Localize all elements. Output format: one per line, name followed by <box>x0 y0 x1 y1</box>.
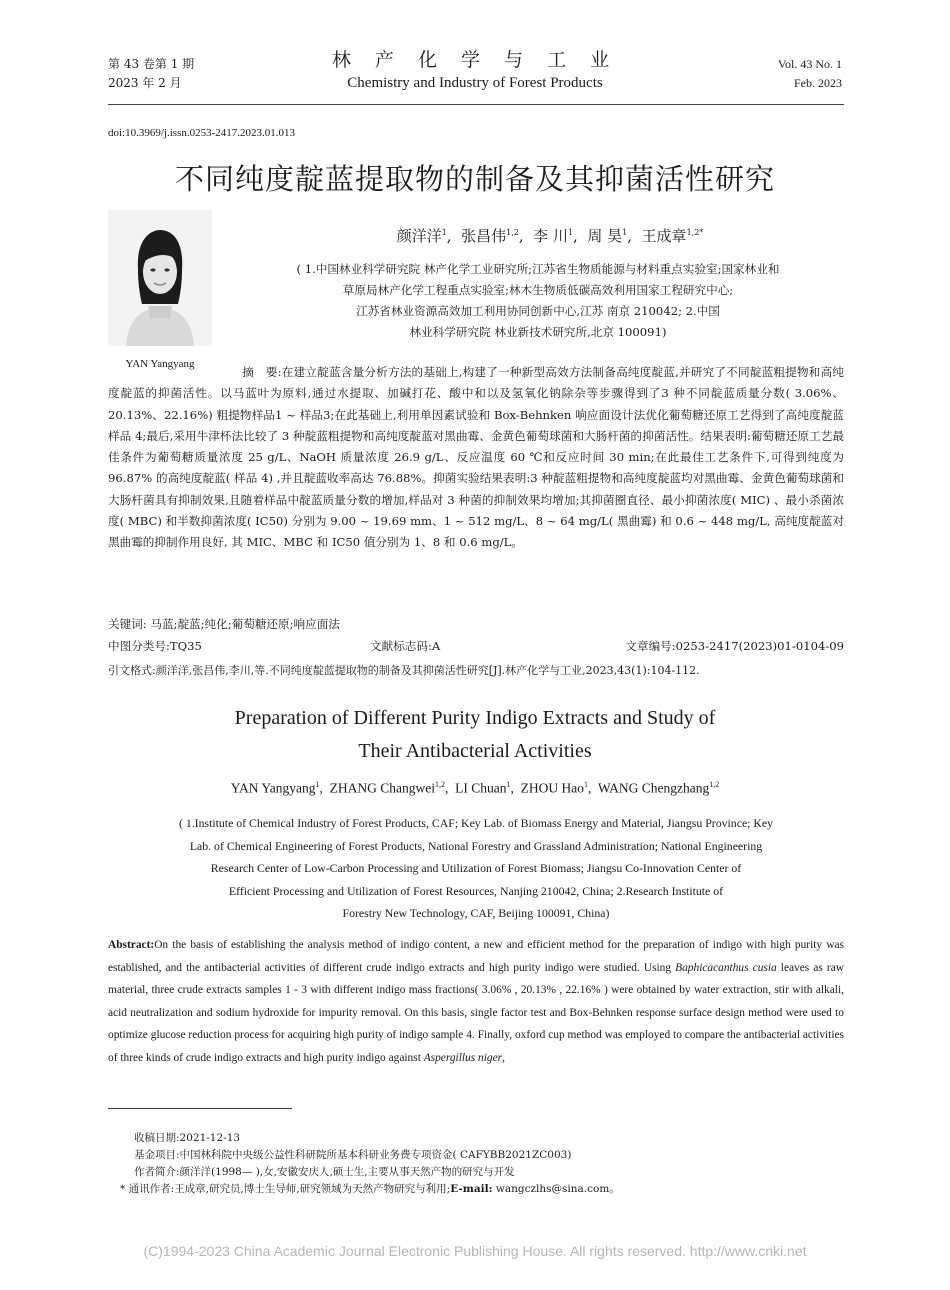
abstract-en-text: On the basis of establishing the analysis method of indigo content, a new and efficient method for the preparation of indigo with high purity was established, and the antibacterial activities of different crude indigo extracts and high purity indigo were studied. Using <box>108 939 844 974</box>
affiliation-line: 江苏省林业资源高效加工利用协同创新中心,江苏 南京 210042; 2.中国 <box>356 304 720 318</box>
author-en: ZHANG Changwei <box>329 780 435 796</box>
affiliations-en <box>108 812 844 925</box>
date-cn: 2023 年 2 月 <box>108 76 182 90</box>
issue-cn: 第 43 卷第 1 期 <box>108 57 195 71</box>
corresponding-author <box>108 1181 844 1198</box>
author-cn: 周 昊 <box>587 227 623 245</box>
abstract-en-text: leaves as raw material, three crude extracts samples 1 - 3 with different indigo mass fractions( 3.06% , 20.13% , 22.16% ) were obtained by water extraction, stir with alkali, acid neutralization and sodium hydroxide for impurity removal. On this basis, single factor test and Box-Behnken response surface design method were used to optimize glucose reduction process for acquiring high purity of indigo sample 4. Finally, oxford cup method was employed to compare the antibacterial activities of three kinds of crude indigo extracts and high purity indigo against <box>108 961 844 1064</box>
author-en: WANG Chengzhang <box>597 780 710 796</box>
affiliation-line: ( 1.Institute of Chemical Industry of Forest Products, CAF; Key Lab. of Biomass Energy and Material, Jiangsu Province; Key <box>178 816 774 830</box>
journal-title <box>290 48 660 94</box>
doi[interactable]: doi:10.3969/j.issn.0253-2417.2023.01.013 <box>108 127 296 139</box>
affiliation-line: 林业科学研究院 林业新技术研究所,北京 100091) <box>409 325 667 339</box>
title-en <box>120 702 830 768</box>
footnotes <box>108 1130 844 1198</box>
header-rule <box>108 104 844 105</box>
title-cn: 不同纯度靛蓝提取物的制备及其抑菌活性研究 <box>174 162 775 196</box>
received-date: 收稿日期:2021-12-13 <box>134 1132 241 1144</box>
author-cn: 王成章 <box>641 227 687 245</box>
affiliation-line: Research Center of Low-Carbon Processing and Utilization of Forest Biomass; Jiangsu Co-Innovation Center of <box>210 861 742 875</box>
affiliations-cn <box>232 259 844 343</box>
keywords-cn: 关键词: 马蓝;靛蓝;纯化;葡萄糖还原;响应面法 <box>108 617 340 631</box>
fund-info: 基金项目:中国林科院中央级公益性科研院所基本科研业务费专项资金( CAFYBB2021ZC003) <box>134 1149 572 1161</box>
authors-en: YAN Yangyang$^1$, ZHANG Changwei$^{1,2}$, LI Chuan$^1$, ZHOU Hao$^1$, WANG Chengzhang$^{1,2}$ <box>230 780 720 796</box>
author-photo <box>108 210 212 346</box>
abstract-cn <box>108 362 844 554</box>
abstract-en-text: , <box>502 1051 505 1064</box>
author-cn: 李 川 <box>533 227 568 245</box>
species-name: Aspergillus niger <box>423 1051 503 1064</box>
email-label: E-mail: <box>450 1183 493 1195</box>
abstract-cn-label: 摘 要: <box>242 365 282 379</box>
date-en: Feb. 2023 <box>794 76 842 90</box>
species-name: Baphicacanthus cusia <box>675 961 777 974</box>
doc-code: 文献标志码:A <box>370 639 441 653</box>
author-cn: 颜洋洋 <box>396 227 442 245</box>
issue-info-en <box>778 55 842 93</box>
authors-cn: 颜洋洋$^1$, 张昌伟$^{1,2}$, 李 川$^1$, 周 昊$^1$, 王成章$^{1,2*}$ <box>396 227 704 245</box>
author-sup: 1 <box>315 780 320 789</box>
author-sup: 1 <box>441 228 447 237</box>
affiliation-line: Lab. of Chemical Engineering of Forest Products, National Forestry and Grassland Administration; National Engineering <box>189 838 763 853</box>
photo-caption: YAN Yangyang <box>125 358 195 370</box>
author-en: ZHOU Hao <box>520 780 584 796</box>
title-en-line: Their Antibacterial Activities <box>358 740 592 762</box>
author-sup: 1 <box>584 780 588 789</box>
author-sup: 1,2 <box>435 780 445 789</box>
abstract-cn-text: 在建立靛蓝含量分析方法的基础上,构建了一种新型高效方法制备高纯度靛蓝,并研究了不同靛蓝粗提物和高纯度靛蓝的抑菌活性。以马蓝叶为原料,通过水提取、加碱打花、酸中和以及氢氧化钠除杂等步骤得到了3 种不同靛蓝质量分数( 3.06%、20.13%、22.16%) 粗提物样品1 ~ 样品3;在此基础上,利用单因素试验和 Box-Behnken 响应面设计法优化葡萄糖还原工艺得到了高纯度靛蓝样品 4;最后,采用牛津杯法比较了 3 种靛蓝粗提物和高纯度靛蓝对黑曲霉、金黄色葡萄球菌和大肠杆菌的抑菌活性。结果表明:葡萄糖还原工艺最佳条件为葡萄糖质量浓度 25 g/L、NaOH 质量浓度 26.9 g/L、反应温度 60 ℃和反应时间 30 min;在此最佳工艺条件下,可得到纯度为 96.87% 的高纯度靛蓝( 样品 4) ,并且靛蓝收率高达 76.88%。抑菌实验结果表明:3 种靛蓝粗提物和高纯度靛蓝均对黑曲霉、金黄色葡萄球菌和大肠杆菌具有抑制效果,且随着样品中靛蓝质量分数的增加,样品对 3 种菌的抑制效果均增加;其抑菌圈直径、最小抑菌浓度( MIC) 、最小杀菌浓度( MBC) 和半数抑菌浓度( IC50) 分别为 9.00 ~ 19.69 mm、1 ~ 512 mg/L、8 ~ 64 mg/L( 黑曲霉) 和 0.6 ~ 448 mg/L, 高纯度靛蓝对黑曲霉的抑制作用良好, 其 MIC、MBC 和 IC50 值分别为 1、8 和 0.6 mg/L。 <box>108 365 844 550</box>
author-sup: 1,2* <box>686 228 704 237</box>
volume-en: Vol. 43 No. 1 <box>777 57 842 71</box>
issue-info-cn <box>108 55 194 93</box>
abstract-en-label: Abstract: <box>108 939 155 951</box>
author-bio: 作者简介:颜洋洋(1998— ),女,安徽安庆人,硕士生,主要从事天然产物的研究与开发 <box>134 1166 515 1178</box>
author-en: LI Chuan <box>455 780 507 796</box>
email-address[interactable]: wangczlhs@sina.com。 <box>495 1183 620 1195</box>
author-en: YAN Yangyang <box>230 780 316 796</box>
footnote-rule <box>108 1108 292 1109</box>
affiliation-line: Efficient Processing and Utilization of Forest Resources, Nanjing 210042, China; 2.Research Institute of <box>228 883 724 898</box>
author-sup: 1 <box>622 228 628 237</box>
author-cn: 张昌伟 <box>461 227 507 245</box>
author-sup: 1 <box>567 228 574 237</box>
article-number: 文章编号:0253-2417(2023)01-0104-09 <box>625 639 844 653</box>
title-en-line: Preparation of Different Purity Indigo Extracts and Study of <box>234 707 716 729</box>
affiliation-line: ( 1.中国林业科学研究院 林产化学工业研究所;江苏省生物质能源与材料重点实验室;国家林业和 <box>296 262 780 276</box>
clc-number: 中图分类号:TQ35 <box>108 639 202 653</box>
journal-title-en: Chemistry and Industry of Forest Products <box>347 75 603 91</box>
author-sup: 1,2 <box>709 780 720 789</box>
affiliation-line: Forestry New Technology, CAF, Beijing 100091, China) <box>342 906 610 920</box>
cnki-watermark: (C)1994-2023 China Academic Journal Electronic Publishing House. All rights reserved. http://www.cnki.net <box>143 1243 807 1259</box>
author-sup: 1 <box>506 780 511 789</box>
affiliation-line: 草原局林产化学工程重点实验室;林木生物质低碳高效利用国家工程研究中心; <box>342 283 734 297</box>
corresponding-text: * 通讯作者:王成章,研究员,博士生导师,研究领域为天然产物研究与利用; <box>120 1183 451 1195</box>
author-sup: 1,2 <box>506 228 519 237</box>
abstract-en <box>108 934 844 1070</box>
citation: 引文格式:颜洋洋,张昌伟,李川,等.不同纯度靛蓝提取物的制备及其抑菌活性研究[J].林产化学与工业,2023,43(1):104-112. <box>108 664 700 677</box>
journal-title-cn: 林 产 化 学 与 工 业 <box>331 49 619 71</box>
